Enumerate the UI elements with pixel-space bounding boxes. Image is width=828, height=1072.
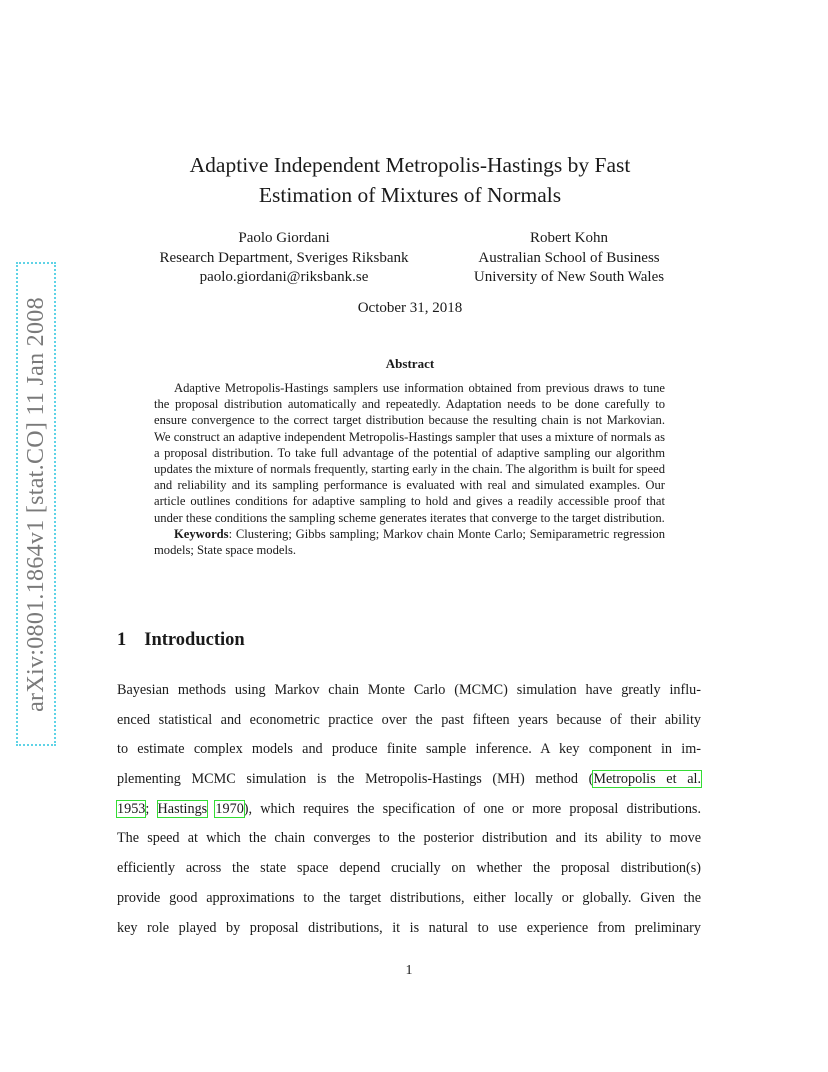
arxiv-identifier-stamp[interactable]	[16, 262, 56, 746]
body-text-segment: ;	[145, 800, 158, 817]
introduction-body	[117, 676, 701, 943]
citation-link-metropolis[interactable]: Metropolis et al.	[593, 771, 701, 788]
abstract-text: Adaptive Metropolis-Hastings samplers use information obtained from previous draws to tune the proposal distribution automatically and repeatedly. Adaptation needs to be done carefully to ensure convergence to the correct target distribution because the resulting chain is not Markovian. We construct an adaptive independent Metropolis-Hastings sampler that uses a mixture of normals as a proposal distribution. To take full advantage of the potential of adaptive sampling our algorithm updates the mixture of normals frequently, starting early in the chain. The algorithm is built for speed and reliability and its sampling performance is evaluated with real and simulated examples. Our article outlines conditions for adaptive sampling to hold and gives a readily accessible proof that under these conditions the sampling scheme generates iterates that converge to the target distribution.	[154, 381, 665, 525]
body-line: enced statistical and econometric practice over the past fifteen years because of their ability	[117, 711, 701, 728]
body-text-segment: ), which requires the specification of one or more proposal distributions.	[243, 800, 701, 817]
paper-date: October 31, 2018	[357, 300, 463, 316]
author-affiliation: Research Department, Sveriges Riksbank	[159, 249, 409, 266]
body-line	[117, 765, 701, 795]
author-block-2	[456, 229, 682, 288]
body-line	[117, 795, 701, 825]
arxiv-identifier-text: arXiv:0801.1864v1 [stat.CO] 11 Jan 2008	[22, 296, 49, 712]
keywords-label: Keywords	[174, 526, 229, 541]
author-institution: University of New South Wales	[473, 269, 665, 285]
title-line: Adaptive Independent Metropolis-Hastings by Fast	[189, 153, 631, 177]
keywords	[154, 526, 665, 558]
keywords-text: : Clustering; Gibbs sampling; Markov chain Monte Carlo; Semiparametric regression models; State space models.	[154, 526, 665, 558]
body-line: efficiently across the state space depend crucially on whether the proposal distribution(s)	[117, 860, 701, 877]
author-email: paolo.giordani@riksbank.se	[199, 269, 369, 285]
section-number: 1	[117, 630, 127, 650]
author-name: Paolo Giordani	[238, 230, 330, 246]
paper-title	[110, 150, 710, 210]
citation-link-metropolis-year[interactable]: 1953	[117, 800, 146, 817]
author-name: Robert Kohn	[530, 230, 608, 246]
body-line: key role played by proposal distributions, it is natural to use experience from preliminary	[117, 919, 701, 936]
abstract-body	[154, 380, 665, 558]
body-line: to estimate complex models and produce finite sample inference. A key component in im-	[117, 741, 701, 758]
body-line: provide good approximations to the target distributions, either locally or globally. Given the	[117, 889, 701, 906]
abstract-heading: Abstract	[385, 356, 435, 371]
page-number: 1	[405, 963, 413, 978]
citation-link-hastings-year[interactable]: 1970	[215, 800, 244, 817]
author-block-1	[138, 229, 430, 288]
author-affiliation: Australian School of Business	[478, 249, 660, 266]
title-line: Estimation of Mixtures of Normals	[258, 183, 562, 207]
section-heading	[117, 630, 245, 651]
body-line: The speed at which the chain converges to the posterior distribution and its ability to move	[117, 830, 701, 847]
body-text-segment: plementing MCMC simulation is the Metropolis-Hastings (MH) method (	[117, 771, 594, 788]
citation-link-hastings[interactable]: Hastings	[157, 800, 208, 817]
body-line: Bayesian methods using Markov chain Monte Carlo (MCMC) simulation have greatly influ-	[117, 682, 701, 698]
section-title: Introduction	[144, 630, 245, 650]
